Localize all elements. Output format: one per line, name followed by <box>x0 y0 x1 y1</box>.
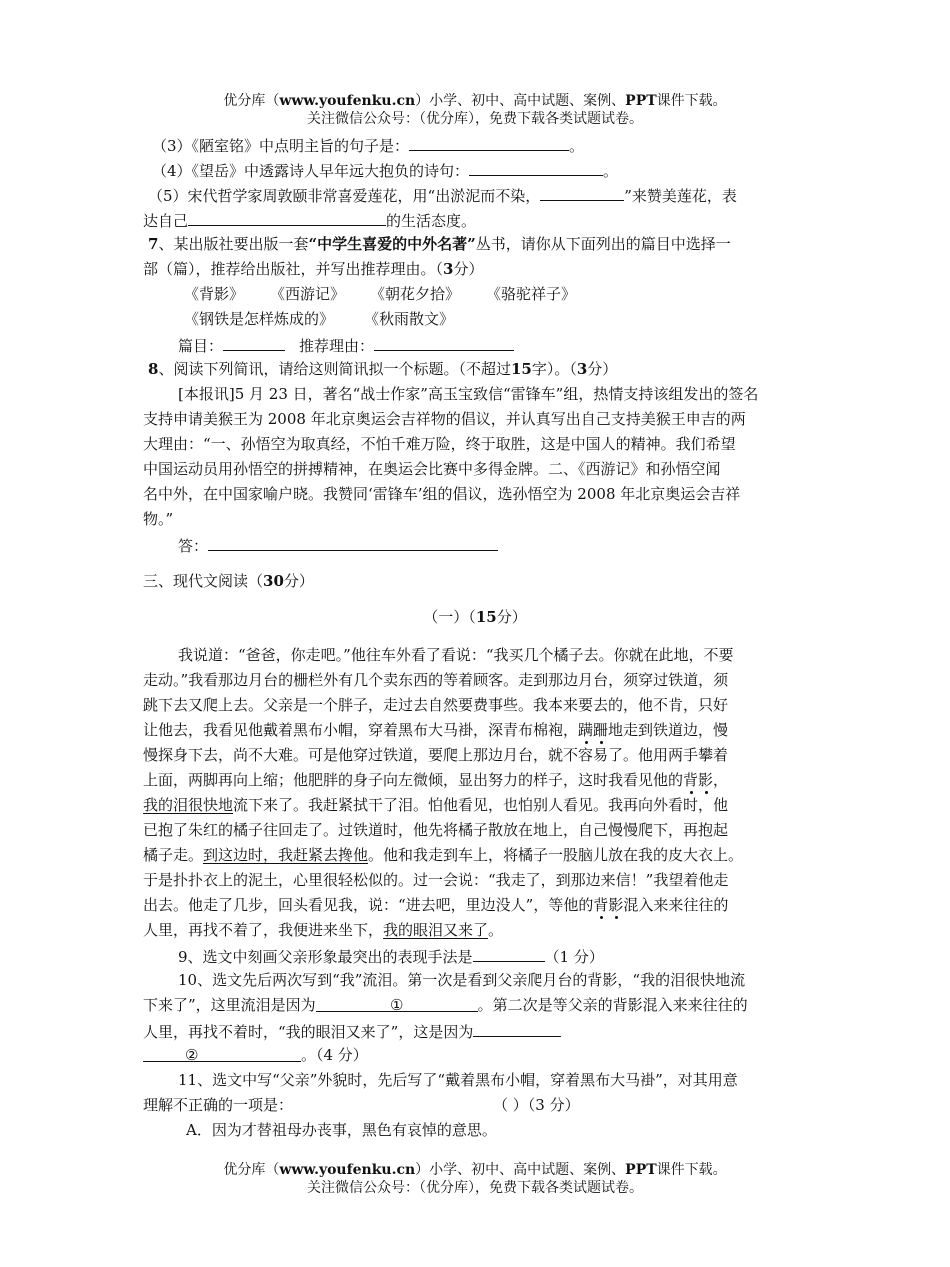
q6-item-5-line-1 <box>148 184 737 206</box>
passage-text: 地走到铁道边，慢 <box>608 721 729 739</box>
q6-item-5-blank-2[interactable] <box>188 209 386 226</box>
subsection-title-end: 分） <box>496 608 527 626</box>
q7-reason-label: 推荐理由： <box>299 337 375 355</box>
q10-line-1: 10、选文先后两次写到“我”流泪。第一次是看到父亲爬月台的背影，“我的泪很快地流 <box>178 971 746 989</box>
q8-news-line: 大理由：“一、孙悟空为取真经，不怕千难万险，终于取胜，这是中国人的精神。我们希望 <box>143 435 736 453</box>
q7-bold-title: “中学生喜爱的中外名著” <box>308 235 476 253</box>
q11-line-1: 11、选文中写“父亲”外貌时，先后写了“戴着黑布小帽，穿着黑布大马褂”，对其用意 <box>178 1071 738 1089</box>
dotted-char: 跚 <box>593 721 609 739</box>
q9-blank[interactable] <box>473 945 545 962</box>
header-site-link[interactable]: www.youfenku.cn <box>279 93 416 109</box>
q8-answer <box>178 534 498 556</box>
q7-text-b: 丛书，请你从下面列出的篇目中选择一 <box>475 235 731 253</box>
q10-line-3 <box>143 1020 561 1042</box>
q8-news-line: 支持申请美猴王为 2008 年北京奥运会吉祥物的倡议，并认真写出自己支持美猴王申吉的两 <box>143 410 746 428</box>
q7-text: 、某出版社要出版一套 <box>158 235 309 253</box>
subsection-score: 15 <box>475 608 497 626</box>
q10-blank-1[interactable] <box>316 995 478 1012</box>
q6-item-4-end: 。 <box>603 162 619 180</box>
q10-text-d: 人里，再找不着时，“我的眼泪又来了”，这是因为 <box>143 1023 474 1041</box>
passage-line: 跳下去又爬上去。父亲是一个胖子，走过去自然要费事些。我本来要去的，他不肯，只好 <box>143 696 729 714</box>
q7-score: 3 <box>443 260 454 278</box>
q8-limit: 15 <box>510 360 532 378</box>
passage-line <box>143 920 503 940</box>
passage-line <box>143 895 728 915</box>
q6-item-5-text-d: 的生活态度。 <box>386 212 477 230</box>
passage-line <box>143 720 728 740</box>
q7-answer-line <box>178 334 514 356</box>
underlined-phrase: 我的眼泪又来了 <box>383 921 489 939</box>
q10-blank-2b[interactable] <box>143 1045 301 1062</box>
q9-score: （1 分） <box>544 948 604 966</box>
book-item: 《朝花夕拾》 <box>370 285 461 303</box>
passage-text: 。 <box>488 921 504 939</box>
book-item: 《钢铁是怎样炼成的》 <box>184 310 335 328</box>
q8-number: 8 <box>148 360 159 378</box>
header-text: ）小学、初中、高中试题、案例、 <box>415 93 626 109</box>
q8-answer-blank[interactable] <box>208 534 498 551</box>
passage-text: 出去。他走了几步，回头看见我，说：“进去吧，里边没人”，等他的 <box>143 896 594 914</box>
q8-news-line: 中国运动员用孙悟空的拼搏精神，在奥运会比赛中多得金牌。二、《西游记》和孙悟空闻 <box>143 460 721 478</box>
passage-text: 上面，两脚再向上缩；他肥胖的身子向左微倾，显出努力的样子，这时我看见他的 <box>143 771 684 789</box>
q10-score: 。（4 分） <box>301 1046 368 1064</box>
q6-item-3 <box>152 134 584 156</box>
q6-item-5-text-c: 达自己 <box>143 212 189 230</box>
circled-number-1: ① <box>389 996 404 1014</box>
header-text: 优分库（ <box>223 93 280 109</box>
passage-text: ， <box>713 771 729 789</box>
q8-line-1 <box>148 359 617 379</box>
footer-line-1 <box>0 1161 950 1179</box>
passage-line: 走动。”我看那边月台的栅栏外有几个卖东西的等着顾客。走到那边月台，须穿过铁道，须 <box>143 671 729 689</box>
q7-title-label: 篇目： <box>178 337 224 355</box>
footer-line-2: 关注微信公众号：（优分库），免费下载各类试题试卷。 <box>307 1180 643 1196</box>
footer-text: ）小学、初中、高中试题、案例、 <box>415 1162 626 1178</box>
q7-text-c: 部（篇），推荐给出版社，并写出推荐理由。（ <box>143 260 444 278</box>
q6-item-3-text: （3）《陋室铭》中点明主旨的句子是： <box>152 137 410 155</box>
q7-book-list-1 <box>184 284 576 304</box>
q8-text-b: 字）。（ <box>531 360 577 378</box>
passage-text: 混入来来往往的 <box>623 896 729 914</box>
q7-book-list-2 <box>184 309 454 329</box>
footer-site-link[interactable]: www.youfenku.cn <box>279 1162 416 1178</box>
q7-reason-blank[interactable] <box>374 334 514 351</box>
q7-number: 7 <box>148 235 159 253</box>
header-line-2: 关注微信公众号：（优分库），免费下载各类试题试卷。 <box>307 111 643 127</box>
dotted-char: 影 <box>608 896 624 914</box>
q10-text-c: 。第二次是等父亲的背影混入来来往往的 <box>477 996 748 1014</box>
dotted-char: 影 <box>698 771 714 789</box>
passage-text: 让他去，我看见他戴着黑布小帽，穿着黑布大马褂，深青布棉袍， <box>143 721 579 739</box>
q7-title-blank[interactable] <box>223 334 285 351</box>
q6-item-5-blank-1[interactable] <box>540 184 624 201</box>
underlined-phrase: 到这边时，我赶紧去搀他 <box>203 846 369 864</box>
passage-line: 慢探身下去，尚不大难。可是他穿过铁道，要爬上那边月台，就不容易了。他用两手攀着 <box>143 746 729 764</box>
q11-option-a: A．因为才替祖母办丧事，黑色有哀悼的意思。 <box>186 1121 497 1139</box>
passage-text: 流下来了。我赶紧拭干了泪。怕他看见，也怕别人看见。我再向外看时，他 <box>233 796 729 814</box>
q8-score: 3 <box>576 360 588 378</box>
q8-text-c: 分） <box>587 360 618 378</box>
q11-line-2 <box>143 1095 580 1115</box>
q10-text-b: 下来了”，这里流泪是因为 <box>143 996 316 1014</box>
q7-line-1 <box>148 234 731 254</box>
q8-answer-label: 答： <box>178 537 209 555</box>
circled-number-2: ② <box>185 1046 199 1064</box>
passage-line <box>143 770 728 790</box>
dotted-char: 蹒 <box>578 721 594 739</box>
section-3-title-text: 三、现代文阅读（ <box>143 572 264 590</box>
passage-line: 于是扑扑衣上的泥土，心里很轻松似的。过一会说：“我走了，到那边来信！”我望着他走 <box>143 871 729 889</box>
passage-line <box>143 795 728 815</box>
passage-text: 橘子走。 <box>143 846 204 864</box>
q9 <box>178 945 604 967</box>
q6-item-4 <box>152 159 618 181</box>
q6-item-4-text: （4）《望岳》中透露诗人早年远大抱负的诗句： <box>152 162 470 180</box>
book-item: 《西游记》 <box>270 285 346 303</box>
section-3-title <box>143 571 314 591</box>
q8-news-line: [本报讯]5 月 23 日，著名“战士作家”高玉宝致信“雷锋车”组，热情支持该组发出的签名 <box>178 385 759 403</box>
q10-blank-2a[interactable] <box>473 1020 561 1037</box>
q10-line-4 <box>143 1045 368 1065</box>
passage-line: 我说道：“爸爸，你走吧。”他往车外看了看说：“我买几个橘子去。你就在此地，不要 <box>178 646 734 664</box>
dotted-char: 背 <box>593 896 609 914</box>
q10-line-2 <box>143 995 748 1015</box>
q8-news-line: 名中外，在中国家喻户晓。我赞同‘雷锋车’组的倡议，选孙悟空为 2008 年北京奥运会吉祥 <box>143 485 741 503</box>
passage-line: 已抱了朱红的橘子往回走了。过铁道时，他先将橘子散放在地上，自己慢慢爬下，再抱起 <box>143 821 729 839</box>
header-ppt: PPT <box>625 93 657 109</box>
subsection-title <box>0 607 950 627</box>
q6-item-4-blank[interactable] <box>469 159 603 176</box>
book-item: 《背影》 <box>184 285 245 303</box>
q8-news-line: 物。” <box>143 510 174 528</box>
passage-text: 人里，再找不着了，我便进来坐下， <box>143 921 384 939</box>
header-line-1 <box>0 92 950 110</box>
header-text: 课件下载。 <box>656 93 727 109</box>
book-item: 《骆驼祥子》 <box>486 285 577 303</box>
footer-text: 课件下载。 <box>656 1162 727 1178</box>
q8-text: 、阅读下列简讯，请给这则简讯拟一个标题。（不超过 <box>158 360 511 378</box>
q6-item-3-end: 。 <box>569 137 585 155</box>
q6-item-3-blank[interactable] <box>409 134 569 151</box>
q6-item-5-line-2 <box>143 209 476 231</box>
book-item: 《秋雨散文》 <box>364 310 455 328</box>
q11-answer-paren[interactable]: （ ）（3 分） <box>493 1096 580 1114</box>
q7-text-d: 分） <box>453 260 484 278</box>
subsection-title-text: （一）（ <box>423 608 476 626</box>
dotted-char: 背 <box>683 771 699 789</box>
passage-line <box>143 845 743 865</box>
passage-text: 。他和我走到车上，将橘子一股脑儿放在我的皮大衣上。 <box>368 846 744 864</box>
q6-item-5-text: （5）宋代哲学家周敦颐非常喜爱莲花，用“出淤泥而不染， <box>148 187 541 205</box>
section-3-title-end: 分） <box>283 572 314 590</box>
q7-line-2 <box>143 259 483 279</box>
underlined-phrase: 我的泪很快地 <box>143 796 234 814</box>
q11-text-b: 理解不正确的一项是： <box>143 1096 294 1114</box>
footer-text: 优分库（ <box>223 1162 280 1178</box>
q6-item-5-text-b: ”来赞美莲花，表 <box>624 187 737 205</box>
q9-text: 9、选文中刻画父亲形象最突出的表现手法是 <box>178 948 473 966</box>
section-3-score: 30 <box>263 572 284 590</box>
footer-ppt: PPT <box>625 1162 657 1178</box>
